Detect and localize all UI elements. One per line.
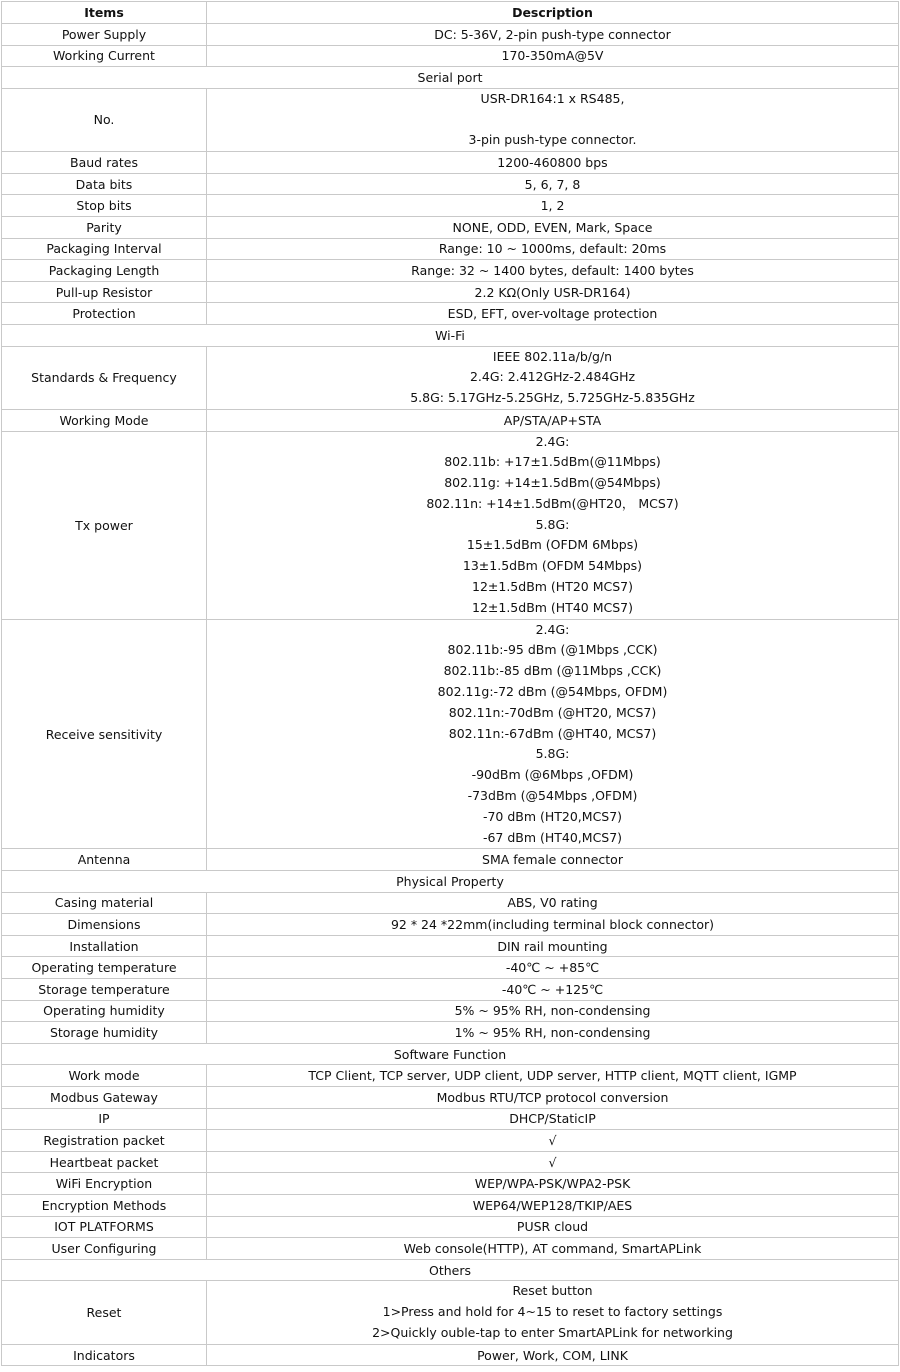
- row-label: Baud rates: [2, 152, 207, 174]
- table-row: [2, 173, 899, 195]
- row-value: [207, 431, 899, 619]
- row-value: DIN rail mounting: [207, 935, 899, 957]
- row-value: [207, 88, 899, 151]
- row-label: Encryption Methods: [2, 1194, 207, 1216]
- row-value: [207, 1281, 899, 1344]
- value-line: 5.8G:: [535, 746, 570, 762]
- row-value: 170-350mA@5V: [207, 45, 899, 67]
- value-line: -67 dBm (HT40,MCS7): [482, 829, 623, 845]
- header-row: [2, 2, 899, 24]
- table-row: [2, 24, 899, 46]
- value-line: -70 dBm (HT20,MCS7): [482, 808, 623, 824]
- row-label: Standards & Frequency: [2, 346, 207, 409]
- row-label: Protection: [2, 303, 207, 325]
- blank-line: [207, 110, 898, 131]
- row-label: Antenna: [2, 849, 207, 871]
- value-line: 802.11n:-70dBm (@HT20, MCS7): [448, 704, 657, 720]
- table-row: [2, 619, 899, 849]
- value-line: 13±1.5dBm (OFDM 54Mbps): [462, 558, 643, 574]
- value-line: 15±1.5dBm (OFDM 6Mbps): [466, 537, 639, 553]
- row-label: Working Current: [2, 45, 207, 67]
- section-row: [2, 1259, 899, 1281]
- section-title-others: Others: [2, 1259, 899, 1281]
- row-value: WEP64/WEP128/TKIP/AES: [207, 1194, 899, 1216]
- row-value: -40℃ ~ +85℃: [207, 957, 899, 979]
- section-row: [2, 1043, 899, 1065]
- value-line: 3-pin push-type connector.: [468, 132, 637, 148]
- row-value: ABS, V0 rating: [207, 892, 899, 914]
- table-row: [2, 1238, 899, 1260]
- row-value: DHCP/StaticIP: [207, 1108, 899, 1130]
- row-label: Storage humidity: [2, 1022, 207, 1044]
- row-value: 1, 2: [207, 195, 899, 217]
- table-row: [2, 1000, 899, 1022]
- row-value: WEP/WPA-PSK/WPA2-PSK: [207, 1173, 899, 1195]
- spec-table: [1, 1, 899, 1366]
- row-value: -40℃ ~ +125℃: [207, 979, 899, 1001]
- table-row: [2, 1065, 899, 1087]
- section-title-physical: Physical Property: [2, 871, 899, 893]
- value-line: 5.8G: 5.17GHz-5.25GHz, 5.725GHz-5.835GHz: [410, 390, 695, 406]
- row-value: AP/STA/AP+STA: [207, 409, 899, 431]
- value-line: 802.11g: +14±1.5dBm(@54Mbps): [444, 475, 661, 491]
- row-label: Dimensions: [2, 914, 207, 936]
- table-row: [2, 1173, 899, 1195]
- value-line: 1>Press and hold for 4~15 to reset to factory settings: [382, 1304, 723, 1320]
- table-row: [2, 238, 899, 260]
- row-value: Range: 32 ~ 1400 bytes, default: 1400 bytes: [207, 260, 899, 282]
- value-line: 802.11g:-72 dBm (@54Mbps, OFDM): [437, 684, 668, 700]
- row-label: Registration packet: [2, 1130, 207, 1152]
- value-line: 802.11b:-85 dBm (@11Mbps ,CCK): [443, 663, 662, 679]
- table-row: [2, 1151, 899, 1173]
- section-title-software: Software Function: [2, 1043, 899, 1065]
- row-label: User Configuring: [2, 1238, 207, 1260]
- row-label: Working Mode: [2, 409, 207, 431]
- value-line: 2.4G:: [535, 433, 570, 449]
- table-row: [2, 957, 899, 979]
- table-row: [2, 216, 899, 238]
- row-label: Pull-up Resistor: [2, 281, 207, 303]
- value-line: -90dBm (@6Mbps ,OFDM): [471, 767, 634, 783]
- row-label: Heartbeat packet: [2, 1151, 207, 1173]
- value-line: USR-DR164:1 x RS485,: [480, 90, 625, 106]
- row-value: DC: 5-36V, 2-pin push-type connector: [207, 24, 899, 46]
- value-line: Reset button: [512, 1283, 593, 1299]
- row-label: Packaging Interval: [2, 238, 207, 260]
- row-label: Indicators: [2, 1344, 207, 1366]
- value-line: 802.11n: +14±1.5dBm(@HT20， MCS7): [426, 495, 679, 511]
- value-line: 802.11b: +17±1.5dBm(@11Mbps): [444, 454, 661, 470]
- table-row: [2, 346, 899, 409]
- description-header: Description: [207, 2, 899, 24]
- row-label: IOT PLATFORMS: [2, 1216, 207, 1238]
- row-value: 1200-460800 bps: [207, 152, 899, 174]
- row-label: Operating temperature: [2, 957, 207, 979]
- row-value: NONE, ODD, EVEN, Mark, Space: [207, 216, 899, 238]
- table-row: [2, 260, 899, 282]
- value-line: 5.8G:: [535, 516, 570, 532]
- row-value: √: [207, 1151, 899, 1173]
- row-label: Power Supply: [2, 24, 207, 46]
- row-label: IP: [2, 1108, 207, 1130]
- table-row: [2, 935, 899, 957]
- row-label: Modbus Gateway: [2, 1086, 207, 1108]
- section-row: [2, 871, 899, 893]
- row-value: Power, Work, COM, LINK: [207, 1344, 899, 1366]
- row-value: [207, 346, 899, 409]
- table-row: [2, 1216, 899, 1238]
- section-row: [2, 67, 899, 89]
- row-value: TCP Client, TCP server, UDP client, UDP server, HTTP client, MQTT client, IGMP: [207, 1065, 899, 1087]
- table-row: [2, 1281, 899, 1344]
- table-row: [2, 45, 899, 67]
- row-label: WiFi Encryption: [2, 1173, 207, 1195]
- value-line: 12±1.5dBm (HT20 MCS7): [472, 579, 633, 595]
- row-label: Work mode: [2, 1065, 207, 1087]
- table-row: [2, 409, 899, 431]
- section-title-wifi: Wi-Fi: [2, 324, 899, 346]
- row-value: [207, 619, 899, 849]
- value-line: 802.11n:-67dBm (@HT40, MCS7): [448, 725, 657, 741]
- row-label: No.: [2, 88, 207, 151]
- value-line: 802.11b:-95 dBm (@1Mbps ,CCK): [447, 642, 658, 658]
- row-label: Casing material: [2, 892, 207, 914]
- table-row: [2, 281, 899, 303]
- table-row: [2, 88, 899, 151]
- items-header: Items: [2, 2, 207, 24]
- table-row: [2, 1108, 899, 1130]
- row-value: 92 * 24 *22mm(including terminal block connector): [207, 914, 899, 936]
- row-label: Reset: [2, 1281, 207, 1344]
- row-value: 5, 6, 7, 8: [207, 173, 899, 195]
- row-value: Web console(HTTP), AT command, SmartAPLink: [207, 1238, 899, 1260]
- row-value: SMA female connector: [207, 849, 899, 871]
- row-value: Modbus RTU/TCP protocol conversion: [207, 1086, 899, 1108]
- row-value: 5% ~ 95% RH, non-condensing: [207, 1000, 899, 1022]
- section-title-serial-port: Serial port: [2, 67, 899, 89]
- row-label: Data bits: [2, 173, 207, 195]
- table-row: [2, 892, 899, 914]
- row-label: Parity: [2, 216, 207, 238]
- row-label: Packaging Length: [2, 260, 207, 282]
- table-row: [2, 1194, 899, 1216]
- table-row: [2, 431, 899, 619]
- row-value: ESD, EFT, over-voltage protection: [207, 303, 899, 325]
- row-label: Operating humidity: [2, 1000, 207, 1022]
- value-line: IEEE 802.11a/b/g/n: [492, 348, 613, 364]
- table-row: [2, 152, 899, 174]
- value-line: 2>Quickly ouble-tap to enter SmartAPLink for networking: [372, 1324, 733, 1340]
- table-row: [2, 979, 899, 1001]
- row-value: √: [207, 1130, 899, 1152]
- row-value: PUSR cloud: [207, 1216, 899, 1238]
- row-value: Range: 10 ~ 1000ms, default: 20ms: [207, 238, 899, 260]
- row-label: Installation: [2, 935, 207, 957]
- table-row: [2, 1022, 899, 1044]
- table-row: [2, 303, 899, 325]
- table-row: [2, 1130, 899, 1152]
- section-row: [2, 324, 899, 346]
- row-value: 1% ~ 95% RH, non-condensing: [207, 1022, 899, 1044]
- row-label: Tx power: [2, 431, 207, 619]
- value-line: 2.4G: 2.412GHz-2.484GHz: [469, 369, 636, 385]
- table-row: [2, 849, 899, 871]
- row-label: Stop bits: [2, 195, 207, 217]
- row-label: Receive sensitivity: [2, 619, 207, 849]
- value-line: -73dBm (@54Mbps ,OFDM): [467, 788, 638, 804]
- row-value: 2.2 KΩ(Only USR-DR164): [207, 281, 899, 303]
- table-row: [2, 1086, 899, 1108]
- table-row: [2, 1344, 899, 1366]
- table-row: [2, 195, 899, 217]
- table-row: [2, 914, 899, 936]
- value-line: 2.4G:: [535, 621, 570, 637]
- row-label: Storage temperature: [2, 979, 207, 1001]
- value-line: 12±1.5dBm (HT40 MCS7): [472, 599, 633, 615]
